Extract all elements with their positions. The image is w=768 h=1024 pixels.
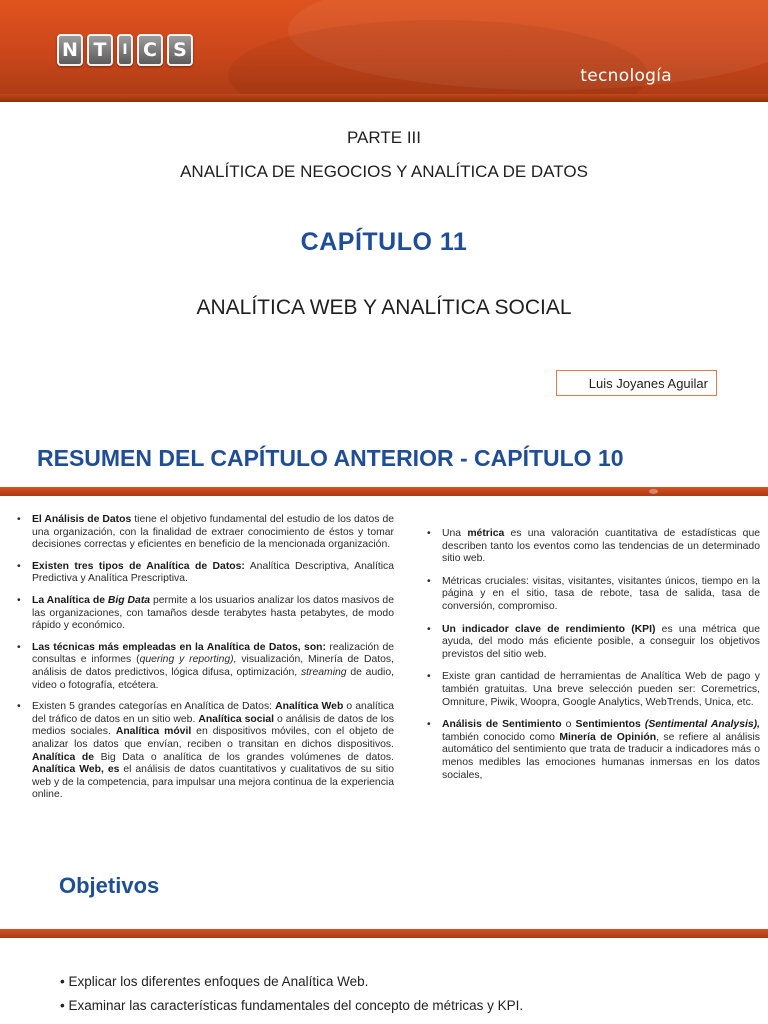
part-label: PARTE III	[346, 128, 421, 147]
bullet-text-run: Métricas cruciales: visitas, visitantes, visitantes únicos, tiempo en la página y en el sitio, tasa de rebote, tasa de salida, tasa de conversión, compromiso.	[442, 575, 760, 612]
summary-bullet	[424, 576, 760, 614]
bullet-text-run: quering y reporting),	[139, 654, 237, 666]
bullet-text-run: o análisis de datos de los medios sociales.	[32, 713, 394, 738]
objective-item: • Explicar los diferentes enfoques de Analítica Web.	[60, 974, 369, 989]
objectives-list	[60, 974, 760, 1022]
bullet-text-run: permite a los usuarios analizar los datos masivos de las organizaciones, con tamaños desde terabytes hasta petabytes, de modo rápido y económico.	[32, 594, 394, 632]
bullet-text-run: (Sentimental Analysis),	[644, 719, 760, 731]
ntics-logo	[57, 34, 193, 68]
bullet-text-run: métrica	[467, 528, 505, 539]
bullet-text-run: , se refiere al análisis automático del sentimiento que trata de traducir a indicadores más o menos medibles las emociones humanas inmersas en los datos sociales,	[442, 731, 760, 781]
bullet-text-run: Analítica Descriptiva, Analítica Predictiva y Analítica Prescriptiva.	[32, 560, 394, 585]
bullet-text-run: el análisis de datos cuantitativos y cualitativos de su sitio web y de la competencia, para impulsar una mejora continua de la experiencia online.	[32, 764, 394, 801]
bullet-text-run: Una	[442, 528, 468, 539]
logo-tile: S	[167, 34, 193, 66]
summary-bullet	[14, 514, 394, 552]
bullet-text-run: es una valoración cuantitativa de estadísticas que describen tanto los eventos como las tendencias de un determinado sitio web.	[442, 528, 760, 565]
bullet-text-run: visualización, Minería de Datos, análisis de datos predictivos, lógica difusa, optimización,	[32, 654, 394, 678]
bullet-text-run: Existen 5 grandes categorías en Analítica de Datos:	[32, 701, 276, 713]
summary-bullet	[14, 642, 394, 692]
summary-right-column	[424, 528, 760, 792]
bullet-text-run: Existe gran cantidad de herramientas de Analítica Web de pago y también gratuitas. Una breve selección pueden ser: Coremetrics, Omniture, Piwik, Woopra, Google Analytics, WebTrends, Unica, etc.	[442, 671, 760, 708]
summary-left-list	[14, 514, 394, 802]
logo-tile: N	[57, 34, 83, 66]
objective-item: • Examinar las características fundamentales del concepto de métricas y KPI.	[60, 998, 524, 1013]
bullet-text-run: Análisis de Sentimiento	[442, 719, 562, 731]
bullet-text-run: Analítica social	[198, 713, 275, 725]
bullet-text-run: Existen tres tipos de Analítica de Datos:	[32, 560, 245, 572]
chapter-number: CAPÍTULO 11	[300, 228, 468, 256]
bullet-text-run: Analítica Web, es	[32, 764, 120, 776]
bullet-text-run: realización de consultas e informes (	[32, 641, 394, 666]
logo-tile: I	[117, 34, 133, 66]
summary-right-list	[424, 528, 760, 782]
bullet-text-run: El Análisis de Datos	[32, 514, 132, 525]
bullet-text-run: Analítica móvil	[115, 726, 192, 738]
bullet-text-run: también conocido como	[442, 731, 560, 743]
summary-bullet	[424, 719, 760, 782]
bullet-text-run: en dispositivos móviles, con el objeto de analizar los datos que envían, reciben o transitan en dichos dispositivos.	[32, 726, 394, 750]
objectives-heading: Objetivos	[59, 873, 160, 898]
bullet-text-run: Sentimientos	[575, 719, 641, 731]
author-box: Luis Joyanes Aguilar	[556, 370, 717, 396]
bullet-text-run: o	[561, 719, 576, 731]
bullet-text-run: Big Data o analítica de los grandes volúmenes de datos.	[94, 751, 394, 763]
bullet-text-run: es una métrica que ayuda, del modo más eficiente posible, a conseguir los objetivos previstos del sitio web.	[442, 623, 760, 660]
tagline: tecnología	[580, 66, 672, 86]
banner-stripe	[0, 94, 768, 102]
part-subtitle: ANALÍTICA DE NEGOCIOS Y ANALÍTICA DE DATOS	[180, 162, 588, 181]
bullet-text-run: Las técnicas más empleadas en la Analítica de Datos, son:	[32, 641, 326, 653]
bullet-text-run: o analítica del tráfico de datos en un sitio web.	[32, 701, 394, 725]
bullet-text-run: Analítica de	[32, 751, 95, 763]
section-divider	[0, 929, 768, 938]
section-divider	[0, 487, 768, 496]
summary-left-column	[14, 514, 394, 811]
bullet-text-run: Minería de Opinión	[559, 731, 657, 743]
summary-bullet	[424, 624, 760, 662]
summary-bullet	[14, 561, 394, 586]
bullet-text-run: de audio, video o fotografía, etcétera.	[32, 666, 394, 691]
header-banner	[0, 0, 768, 102]
summary-bullet	[424, 671, 760, 709]
summary-bullet	[424, 528, 760, 566]
bullet-text-run: La Analítica de	[32, 594, 108, 606]
logo-tile: T	[87, 34, 113, 66]
bullet-text-run: Big Data	[107, 594, 151, 606]
logo-tile: C	[137, 34, 163, 66]
bullet-text-run: Analítica Web	[275, 701, 344, 713]
chapter-title: ANALÍTICA WEB Y ANALÍTICA SOCIAL	[196, 296, 572, 319]
bullet-text-run: Un indicador clave de rendimiento (KPI)	[442, 623, 656, 635]
summary-bullet	[14, 701, 394, 802]
summary-bullet	[14, 595, 394, 633]
bullet-text-run: tiene el objetivo fundamental del estudio de los datos de una organización, con la finalidad de extraer conocimiento de éstos y tomar decisiones correctas y eficientes en beneficio de la mencionada organización.	[32, 514, 395, 551]
bullet-text-run: streaming	[300, 666, 347, 678]
summary-heading: RESUMEN DEL CAPÍTULO ANTERIOR - CAPÍTULO 10	[37, 445, 624, 471]
divider-dot	[649, 489, 658, 494]
